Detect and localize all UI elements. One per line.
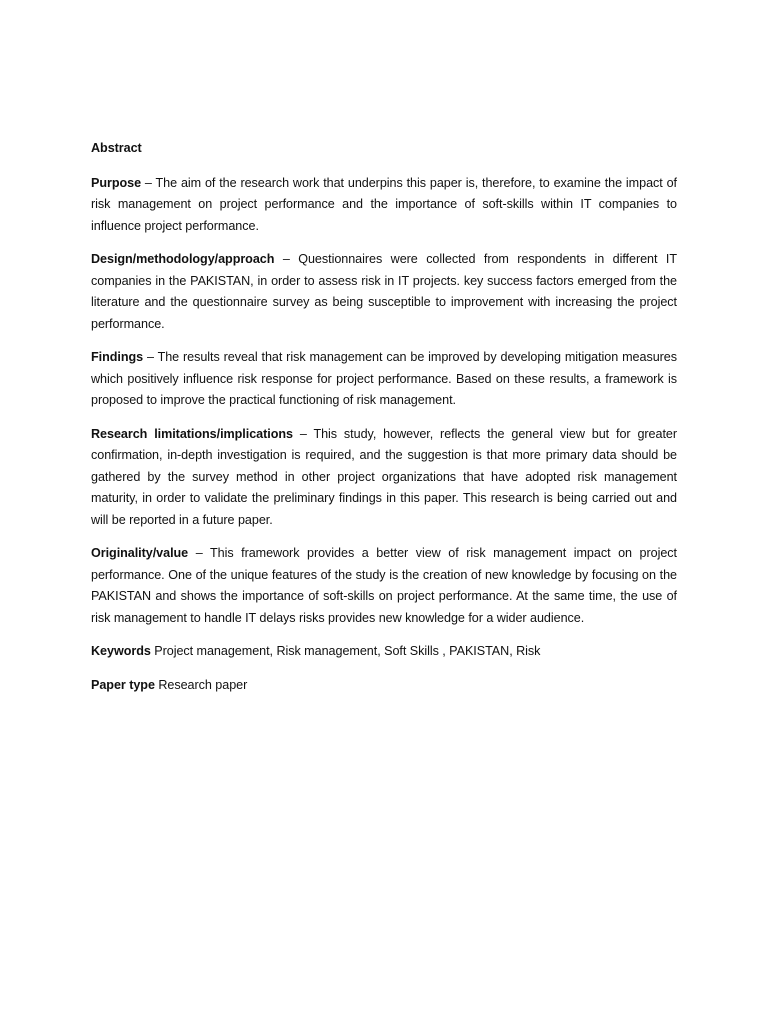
keywords-text: Project management, Risk management, Soft Skills , PAKISTAN, Risk (150, 644, 541, 658)
abstract-heading: Abstract (91, 141, 142, 155)
paper-type-text: Research paper (154, 677, 248, 692)
originality-label: Originality/value (91, 546, 189, 560)
document-page (91, 138, 677, 708)
keywords-paragraph (91, 641, 677, 663)
research-limitations-paragraph (91, 424, 677, 532)
research-limitations-text: – This study, however, reflects the general view but for greater confirmation, in-depth investigation is required, and the suggestion is that more primary data should be gathered by the survey method in other project organizations that have adopted risk management maturity, in order to validate the preliminary findings in this paper. This research is being carried out and will be reported in a future paper. (91, 426, 677, 527)
design-methodology-paragraph (91, 249, 677, 335)
keywords-label: Keywords (91, 644, 151, 658)
originality-text: – This framework provides a better view of risk management impact on project performance. One of the unique features of the study is the creation of new knowledge by focusing on the PAKISTAN and shows the importance of soft-skills on project performance. At the same time, the use of risk management to handle IT delays risks provides new knowledge for a wider audience. (91, 546, 677, 625)
findings-text: – The results reveal that risk management can be improved by developing mitigation measures which positively influence risk response for project performance. Based on these results, a framework is proposed to improve the practical functioning of risk management. (91, 350, 677, 407)
paper-type-label: Paper type (91, 677, 155, 692)
purpose-paragraph (91, 173, 677, 238)
findings-paragraph (91, 347, 677, 412)
research-limitations-label: Research limitations/implications (91, 426, 293, 441)
design-methodology-label: Design/methodology/approach (91, 252, 275, 266)
originality-paragraph (91, 543, 677, 629)
purpose-label: Purpose (91, 175, 142, 190)
paper-type-paragraph (91, 675, 677, 697)
findings-label: Findings (91, 350, 144, 364)
purpose-text: – The aim of the research work that underpins this paper is, therefore, to examine the impact of risk management on project performance and the importance of soft-skills within IT companies to influence project performance. (91, 175, 677, 233)
design-methodology-text: – Questionnaires were collected from respondents in different IT companies in the PAKISTAN, in order to assess risk in IT projects. key success factors emerged from the literature and the questionnaire survey as being susceptible to improvement with increasing the project performance. (91, 252, 677, 331)
